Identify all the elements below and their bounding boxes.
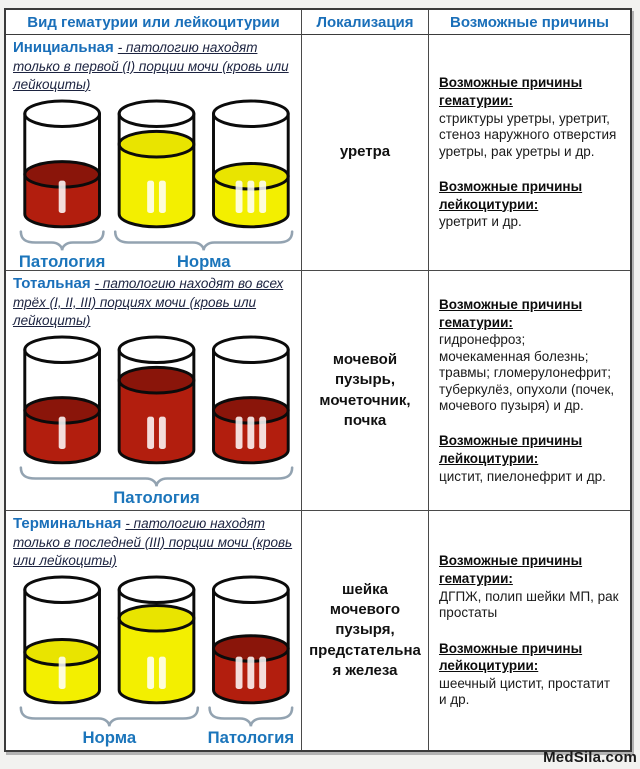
cause-body: цистит, пиелонефрит и др. [439,468,606,484]
header-localization-column: Локализация [301,10,428,35]
beaker-diagram-initial [13,98,294,270]
header-type-column: Вид гематурии или лейкоцитурии [6,10,301,35]
hematuria-table [4,8,632,752]
cause-heading: Возможные причины гематурии: [439,553,583,587]
cause-body: ДГПЖ, полип шейки МП, рак простаты [439,588,619,621]
cause-heading: Возможные причины лейкоцитурии: [439,640,583,674]
cause-body: гидронефроз; мочекаменная болезнь; травмы; гломерулонефрит; туберкулёз, опухоли (почек, мочевого пузыря) и др. [439,332,615,413]
type-description: - патологию находят только в последней (III) порции мочи (кровь или лейкоциты) [13,516,293,568]
row-total-type-cell [6,270,301,510]
site-watermark: MedSila.com [543,749,637,766]
row-total-localization: мочевой пузырь, мочеточник, почка [301,270,428,510]
type-name: Терминальная [13,515,122,532]
type-description: - патологию находят только в первой (I) порции мочи (кровь или лейкоциты) [13,40,289,92]
svg-text:Норма: Норма [176,252,231,270]
svg-text:Патология: Патология [113,488,200,508]
type-name: Инициальная [13,39,114,56]
cause-group [439,178,620,231]
svg-text:Норма: Норма [82,728,137,748]
cause-heading: Возможные причины лейкоцитурии: [439,433,583,466]
svg-text:Патология: Патология [18,252,106,270]
row-terminal-localization: шейка мочевого пузыря, предстательная железа [301,510,428,750]
type-name: Тотальная [13,275,91,292]
row-initial-title [13,39,294,94]
row-total-causes [428,270,630,510]
row-initial-type-cell [6,35,301,270]
row-initial-localization: уретра [301,35,428,270]
row-terminal-causes [428,510,630,750]
cause-group [439,552,620,621]
type-description: - патологию находят во всех трёх (I, II, III) порциях мочи (кровь или лейкоциты) [13,276,284,328]
row-initial-causes [428,35,630,270]
beaker-diagram-terminal [13,574,294,750]
cause-group [439,640,620,709]
cause-heading: Возможные причины гематурии: [439,75,583,109]
row-terminal-type-cell [6,510,301,750]
cause-body: шеечный цистит, простатит и др. [439,675,611,708]
cause-group [439,296,620,414]
svg-text:Патология: Патология [207,728,295,748]
cause-heading: Возможные причины лейкоцитурии: [439,178,583,212]
cause-group [439,74,620,160]
header-causes-column: Возможные причины [428,10,630,35]
cause-group [439,432,620,485]
cause-heading: Возможные причины гематурии: [439,297,583,330]
beaker-diagram-total [13,334,294,510]
row-total-title [13,275,294,330]
cause-body: стриктуры уретры, уретрит, стеноз наружного отверстия уретры, рак уретры и др. [439,110,617,159]
row-terminal-title [13,515,294,570]
cause-body: уретрит и др. [439,214,522,230]
